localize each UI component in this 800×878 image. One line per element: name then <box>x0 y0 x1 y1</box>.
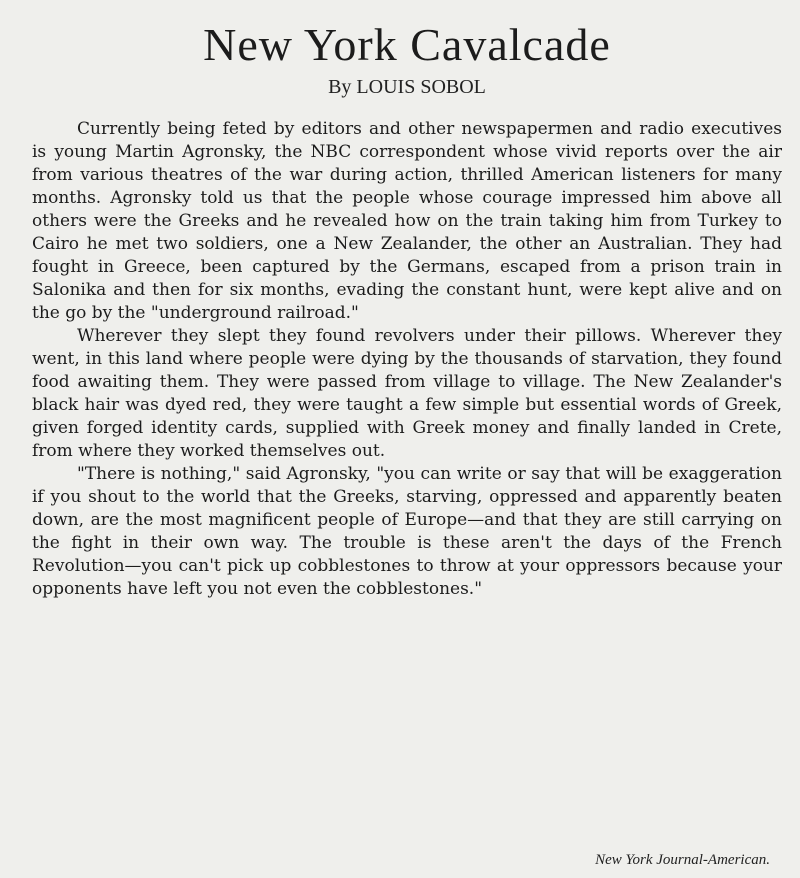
article-title: New York Cavalcade <box>203 19 611 70</box>
article-body <box>32 118 782 601</box>
article-paragraph-3: "There is nothing," said Agronsky, "you can write or say that will be exaggeration if you shout to the world that the Greeks, starving, oppressed and apparently beaten down, are the most magnificent people of Europe—and that they are still carrying on the fight in their own way. The trouble is these aren't the days of the French Revolution—you can't pick up cobblestones to throw at your oppressors because your opponents have left you not even the cobblestones." <box>32 464 782 599</box>
article-paragraph-1: Currently being feted by editors and other newspapermen and radio executives is young Martin Agronsky, the NBC correspondent whose vivid reports over the air from various theatres of the war during action, thrilled American listeners for many months. Agronsky told us that the people whose courage impressed him above all others were the Greeks and he revealed how on the train taking him from Turkey to Cairo he met two soldiers, one a New Zealander, the other an Australian. They had fought in Greece, been captured by the Germans, escaped from a prison train in Salonika and then for six months, evading the constant hunt, were kept alive and on the go by the "underground railroad." <box>32 119 782 323</box>
article-paragraph-2: Wherever they slept they found revolvers under their pillows. Wherever they went, in this land where people were dying by the thousands of starvation, they found food awaiting them. They were passed from village to village. The New Zealander's black hair was dyed red, they were taught a few simple but essential words of Greek, given forged identity cards, supplied with Greek money and finally landed in Crete, from where they worked themselves out. <box>32 326 782 461</box>
article-source: New York Journal-American. <box>595 852 770 868</box>
article-byline: By LOUIS SOBOL <box>328 76 486 98</box>
